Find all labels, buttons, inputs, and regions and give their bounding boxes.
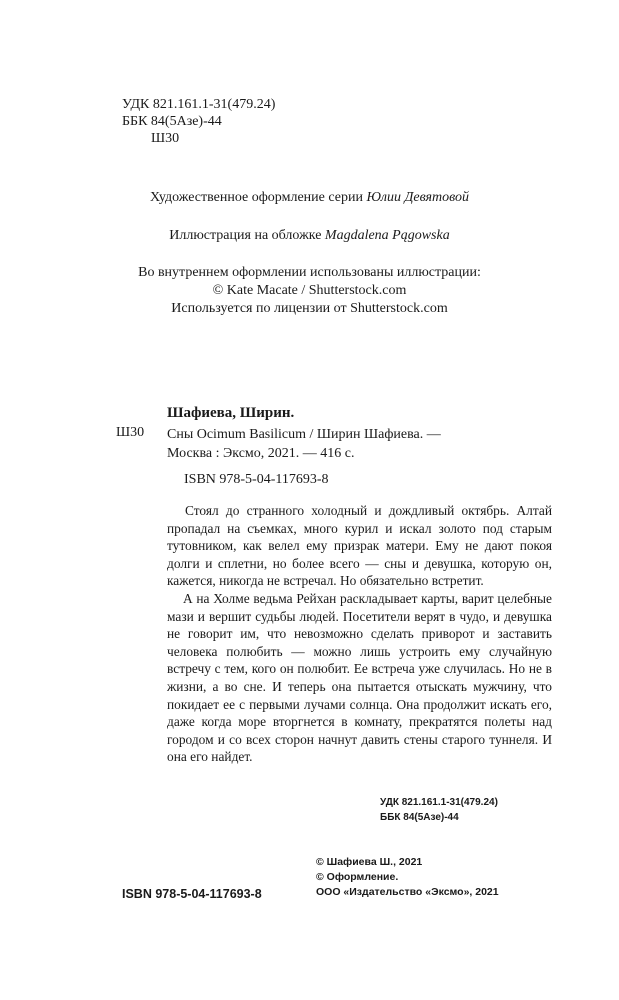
bottom-classification: [380, 795, 498, 825]
series-design-credit: [0, 190, 619, 206]
annotation: [167, 502, 552, 766]
bibliographic-title-line: Сны Ocimum Basilicum / Ширин Шафиева. —: [167, 427, 441, 442]
annotation-paragraph-2: А на Холме ведьма Рейхан раскладывает карты, варит целебные мази и вершит судьбы людей. Посетители верят в чудо, и девушка не говорит им, что невозможно сделать приворот и заставить человека полюбить — можно лишь устроить ему случайную встречу с тем, кого он полюбит. Ее встреча уже случилась. Но не в жизни, а во сне. И теперь она пытается отыскать мужчину, что покидает ее с первыми лучами солнца. Она продолжит искать его, даже когда море вторгнется в комнату, прекратятся полеты над городом и со всех сторон начнут давить стены старого туннеля. И она его найдет.: [167, 590, 552, 765]
series-design-prefix: Художественное оформление серии: [149, 190, 363, 205]
bbk-code: ББК 84(5Азе)-44: [122, 114, 222, 129]
bibliographic-imprint-line: Москва : Эксмо, 2021. — 416 с.: [167, 446, 355, 461]
annotation-paragraph-1: Стоял до странного холодный и дождливый октябрь. Алтай пропадал на съемках, много курил и искал золото под старым тутовником, как велел ему призрак матери. Ему не дают покоя долги и сплетни, но более всего — сны и девушка, которую он, кажется, никогда не встречал. Но обязательно встретит.: [167, 503, 552, 589]
inner-illustrations-line2: © Kate Macate / Shutterstock.com: [212, 283, 407, 298]
isbn-bottom: ISBN 978-5-04-117693-8: [122, 887, 262, 901]
bottom-udk: УДК 821.161.1-31(479.24): [380, 797, 498, 808]
cover-illustration-prefix: Иллюстрация на обложке: [169, 228, 322, 243]
cover-illustration-credit: [0, 228, 619, 244]
inner-illustrations-line3: Используется по лицензии от Shutterstock.com: [171, 301, 448, 316]
inner-illustrations-credit: [0, 264, 619, 318]
author-sign: Ш30: [151, 131, 180, 146]
inner-illustrations-line1: Во внутреннем оформлении использованы иллюстрации:: [138, 265, 481, 280]
isbn-main: ISBN 978-5-04-117693-8: [184, 472, 329, 487]
udk-code: УДК 821.161.1-31(479.24): [122, 97, 276, 112]
bibliographic-description: [167, 425, 441, 463]
copyright-publisher: ООО «Издательство «Эксмо», 2021: [316, 886, 499, 898]
bottom-bbk: ББК 84(5Азе)-44: [380, 812, 459, 823]
cover-illustration-name: Magdalena Pągowska: [324, 228, 450, 243]
copyright-author: © Шафиева Ш., 2021: [316, 856, 423, 868]
author-heading: Шафиева, Ширин.: [167, 405, 295, 421]
copyright-design: © Оформление.: [316, 871, 399, 883]
bibliographic-code: Ш30: [116, 425, 145, 440]
classification-block: [122, 96, 275, 147]
copyright-block: [316, 855, 499, 900]
series-design-name: Юлии Девятовой: [366, 190, 470, 205]
